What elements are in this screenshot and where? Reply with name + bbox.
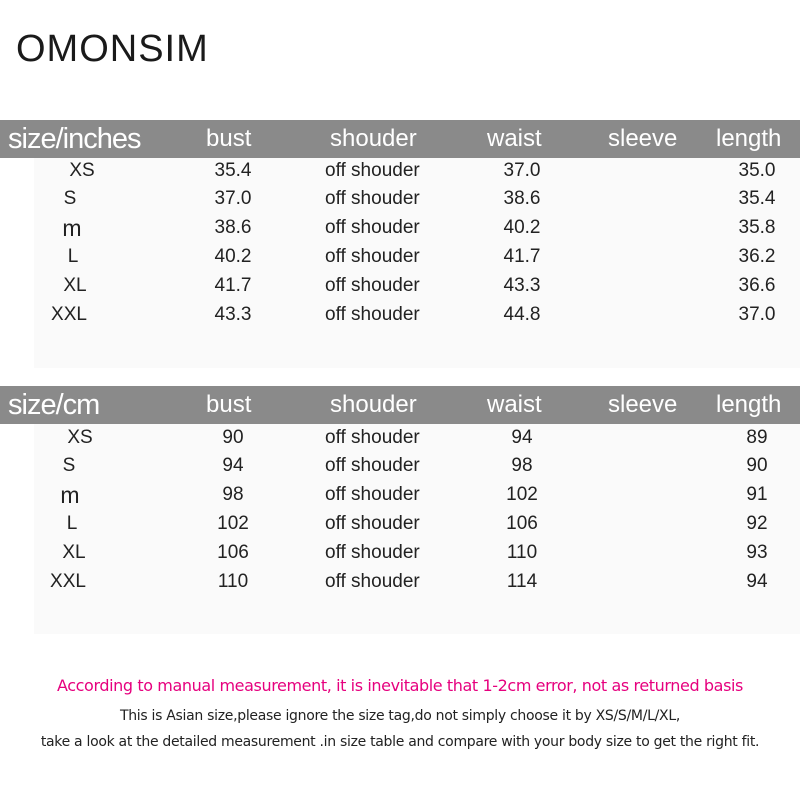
cell-shoulder: off shouder — [325, 484, 420, 505]
cell-size: L — [67, 246, 79, 267]
header-shoulder: shouder — [330, 125, 417, 152]
cell-length: 35.0 — [738, 160, 776, 181]
table-row — [0, 301, 800, 329]
cell-length: 36.6 — [738, 275, 776, 296]
cell-waist: 106 — [506, 513, 538, 534]
table-row — [0, 214, 800, 242]
cell-waist: 43.3 — [503, 275, 541, 296]
cell-waist: 102 — [506, 484, 538, 505]
cell-size: XS — [69, 160, 95, 181]
cell-waist: 114 — [506, 571, 538, 592]
cell-length: 91 — [746, 484, 768, 505]
header-waist: waist — [487, 391, 542, 418]
cell-bust: 35.4 — [214, 160, 252, 181]
cell-size: S — [63, 188, 77, 209]
table-row — [0, 243, 800, 271]
table-title: size/inches — [8, 123, 141, 155]
cell-size: XXL — [51, 304, 87, 325]
cell-length: 93 — [746, 542, 768, 563]
cell-size: L — [66, 513, 78, 534]
header-waist: waist — [487, 125, 542, 152]
cell-length: 94 — [746, 571, 768, 592]
cell-shoulder: off shouder — [325, 304, 420, 325]
cell-waist: 94 — [511, 427, 533, 448]
cell-size: m — [62, 215, 82, 241]
brand-logo: OMONSIM — [16, 28, 209, 70]
table-row — [0, 272, 800, 300]
header-length: length — [716, 125, 782, 152]
cell-length: 90 — [746, 455, 768, 476]
cell-shoulder: off shouder — [325, 455, 420, 476]
cell-bust: 90 — [222, 427, 244, 448]
cell-waist: 40.2 — [503, 217, 541, 238]
cell-size: XL — [63, 275, 87, 296]
header-sleeve: sleeve — [608, 391, 678, 418]
table-row — [0, 510, 800, 538]
cell-shoulder: off shouder — [325, 188, 420, 209]
header-length: length — [716, 391, 782, 418]
measurement-error-note: According to manual measurement, it is inevitable that 1-2cm error, not as returned basis — [57, 676, 743, 695]
cell-shoulder: off shouder — [325, 160, 420, 181]
fit-advice-note: take a look at the detailed measurement .in size table and compare with your body size to get the right fit. — [40, 734, 760, 750]
table-row — [0, 481, 800, 509]
cell-shoulder: off shouder — [325, 275, 420, 296]
cell-waist: 110 — [506, 542, 538, 563]
cell-bust: 110 — [217, 571, 249, 592]
table-row — [0, 185, 800, 213]
cell-bust: 98 — [222, 484, 244, 505]
cell-bust: 43.3 — [214, 304, 252, 325]
cell-size: XXL — [50, 571, 86, 592]
cell-bust: 38.6 — [214, 217, 252, 238]
table-row — [0, 424, 800, 452]
cell-shoulder: off shouder — [325, 217, 420, 238]
cell-size: S — [62, 455, 76, 476]
header-shoulder: shouder — [330, 391, 417, 418]
cell-waist: 37.0 — [503, 160, 541, 181]
asian-size-note: This is Asian size,please ignore the size tag,do not simply choose it by XS/S/M/L/XL, — [119, 708, 680, 724]
cell-shoulder: off shouder — [325, 513, 420, 534]
header-bust: bust — [206, 125, 252, 152]
table-row — [0, 539, 800, 567]
cell-waist: 98 — [511, 455, 533, 476]
cell-length: 37.0 — [738, 304, 776, 325]
cell-bust: 102 — [217, 513, 249, 534]
cell-shoulder: off shouder — [325, 542, 420, 563]
cell-length: 92 — [746, 513, 768, 534]
cell-waist: 44.8 — [503, 304, 541, 325]
header-sleeve: sleeve — [608, 125, 678, 152]
cell-bust: 41.7 — [214, 275, 252, 296]
table-title: size/cm — [8, 389, 100, 421]
cell-length: 89 — [746, 427, 768, 448]
cell-waist: 41.7 — [503, 246, 541, 267]
cell-shoulder: off shouder — [325, 427, 420, 448]
cell-shoulder: off shouder — [325, 571, 420, 592]
cell-length: 36.2 — [738, 246, 776, 267]
cell-size: XS — [67, 427, 93, 448]
cell-shoulder: off shouder — [325, 246, 420, 267]
cell-bust: 37.0 — [214, 188, 252, 209]
cell-length: 35.4 — [738, 188, 776, 209]
cell-size: XL — [62, 542, 86, 563]
cell-bust: 40.2 — [214, 246, 252, 267]
table-row — [0, 157, 800, 185]
cell-length: 35.8 — [738, 217, 776, 238]
cell-bust: 94 — [222, 455, 244, 476]
table-row — [0, 568, 800, 596]
table-row — [0, 452, 800, 480]
header-bust: bust — [206, 391, 252, 418]
cell-waist: 38.6 — [503, 188, 541, 209]
cell-bust: 106 — [217, 542, 249, 563]
cell-size: m — [60, 482, 80, 508]
